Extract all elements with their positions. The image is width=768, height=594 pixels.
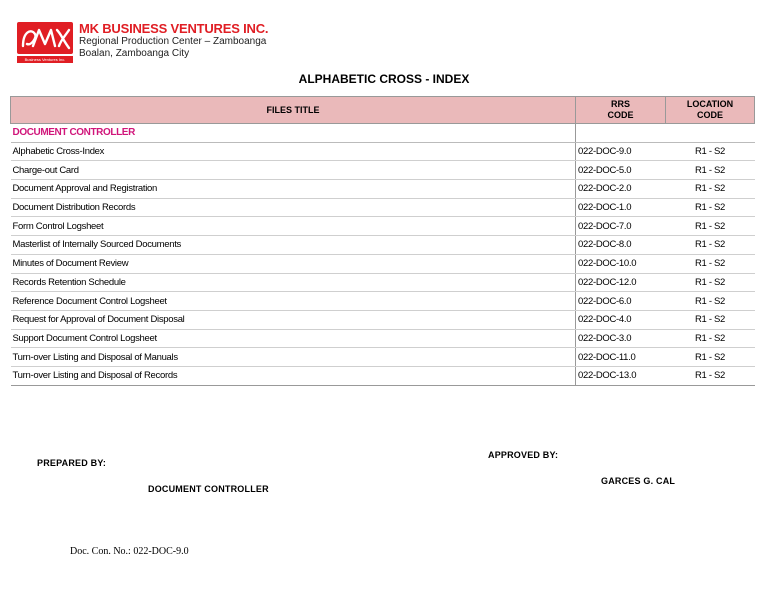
row-rrs-code: 022-DOC-2.0 [576, 180, 666, 199]
table-row [11, 310, 755, 329]
company-header [79, 22, 268, 60]
row-rrs-code: 022-DOC-9.0 [576, 142, 666, 161]
row-title: Alphabetic Cross-Index [11, 142, 576, 161]
column-header-files-title: FILES TITLE [11, 97, 576, 124]
row-rrs-code: 022-DOC-11.0 [576, 348, 666, 367]
row-title: Minutes of Document Review [11, 254, 576, 273]
row-title: Turn-over Listing and Disposal of Manuals [11, 348, 576, 367]
row-location-code: R1 - S2 [666, 366, 755, 385]
company-logo [17, 22, 73, 64]
row-location-code: R1 - S2 [666, 180, 755, 199]
section-code-cell [576, 124, 666, 143]
company-name: MK BUSINESS VENTURES INC. [79, 21, 269, 36]
row-rrs-code: 022-DOC-5.0 [576, 161, 666, 180]
approved-by-label: APPROVED BY: [488, 450, 559, 460]
row-title: Document Distribution Records [11, 198, 576, 217]
row-location-code: R1 - S2 [666, 348, 755, 367]
table-row [11, 161, 755, 180]
row-location-code: R1 - S2 [666, 161, 755, 180]
row-location-code: R1 - S2 [666, 236, 755, 255]
row-title: Document Approval and Registration [11, 180, 576, 199]
table-row [11, 254, 755, 273]
row-title: Support Document Control Logsheet [11, 329, 576, 348]
row-title: Masterlist of Internally Sourced Documents [11, 236, 576, 255]
table-row [11, 273, 755, 292]
column-header-rrs-code: RRS CODE [576, 97, 666, 124]
row-rrs-code: 022-DOC-1.0 [576, 198, 666, 217]
prepared-by-role: DOCUMENT CONTROLLER [148, 484, 269, 494]
row-title: Records Retention Schedule [11, 273, 576, 292]
logo-mark [17, 22, 73, 54]
row-location-code: R1 - S2 [666, 310, 755, 329]
row-location-code: R1 - S2 [666, 329, 755, 348]
section-title: DOCUMENT CONTROLLER [11, 124, 576, 143]
column-header-location-code: LOCATION CODE [666, 97, 755, 124]
table-row [11, 329, 755, 348]
section-row [11, 124, 755, 143]
row-location-code: R1 - S2 [666, 273, 755, 292]
row-rrs-code: 022-DOC-7.0 [576, 217, 666, 236]
prepared-by-label: PREPARED BY: [37, 458, 107, 468]
row-location-code: R1 - S2 [666, 254, 755, 273]
table-row [11, 142, 755, 161]
approved-by-name: GARCES G. CAL [601, 476, 676, 486]
section-location-cell [666, 124, 755, 143]
row-rrs-code: 022-DOC-13.0 [576, 366, 666, 385]
table-header-row [11, 97, 755, 124]
row-location-code: R1 - S2 [666, 142, 755, 161]
cross-index-table [10, 96, 755, 386]
row-location-code: R1 - S2 [666, 217, 755, 236]
logo-caption: Business Ventures Inc. [24, 57, 66, 62]
row-rrs-code: 022-DOC-4.0 [576, 310, 666, 329]
table-row [11, 236, 755, 255]
document-title: ALPHABETIC CROSS - INDEX [298, 72, 470, 86]
row-rrs-code: 022-DOC-12.0 [576, 273, 666, 292]
table-row [11, 348, 755, 367]
table-row [11, 366, 755, 385]
company-address-line-2: Boalan, Zamboanga City [79, 48, 190, 59]
row-title: Reference Document Control Logsheet [11, 292, 576, 311]
table-row [11, 217, 755, 236]
row-location-code: R1 - S2 [666, 292, 755, 311]
row-rrs-code: 022-DOC-3.0 [576, 329, 666, 348]
mk-monogram-icon [17, 22, 73, 54]
row-rrs-code: 022-DOC-8.0 [576, 236, 666, 255]
company-address-line-1: Regional Production Center – Zamboanga [79, 36, 267, 47]
row-rrs-code: 022-DOC-10.0 [576, 254, 666, 273]
row-rrs-code: 022-DOC-6.0 [576, 292, 666, 311]
row-title: Charge-out Card [11, 161, 576, 180]
row-title: Turn-over Listing and Disposal of Records [11, 366, 576, 385]
table-row [11, 198, 755, 217]
row-location-code: R1 - S2 [666, 198, 755, 217]
row-title: Request for Approval of Document Disposal [11, 310, 576, 329]
table-row [11, 180, 755, 199]
table-row [11, 292, 755, 311]
logo-caption-bar [17, 56, 73, 63]
row-title: Form Control Logsheet [11, 217, 576, 236]
doc-control-number: Doc. Con. No.: 022-DOC-9.0 [70, 546, 189, 557]
